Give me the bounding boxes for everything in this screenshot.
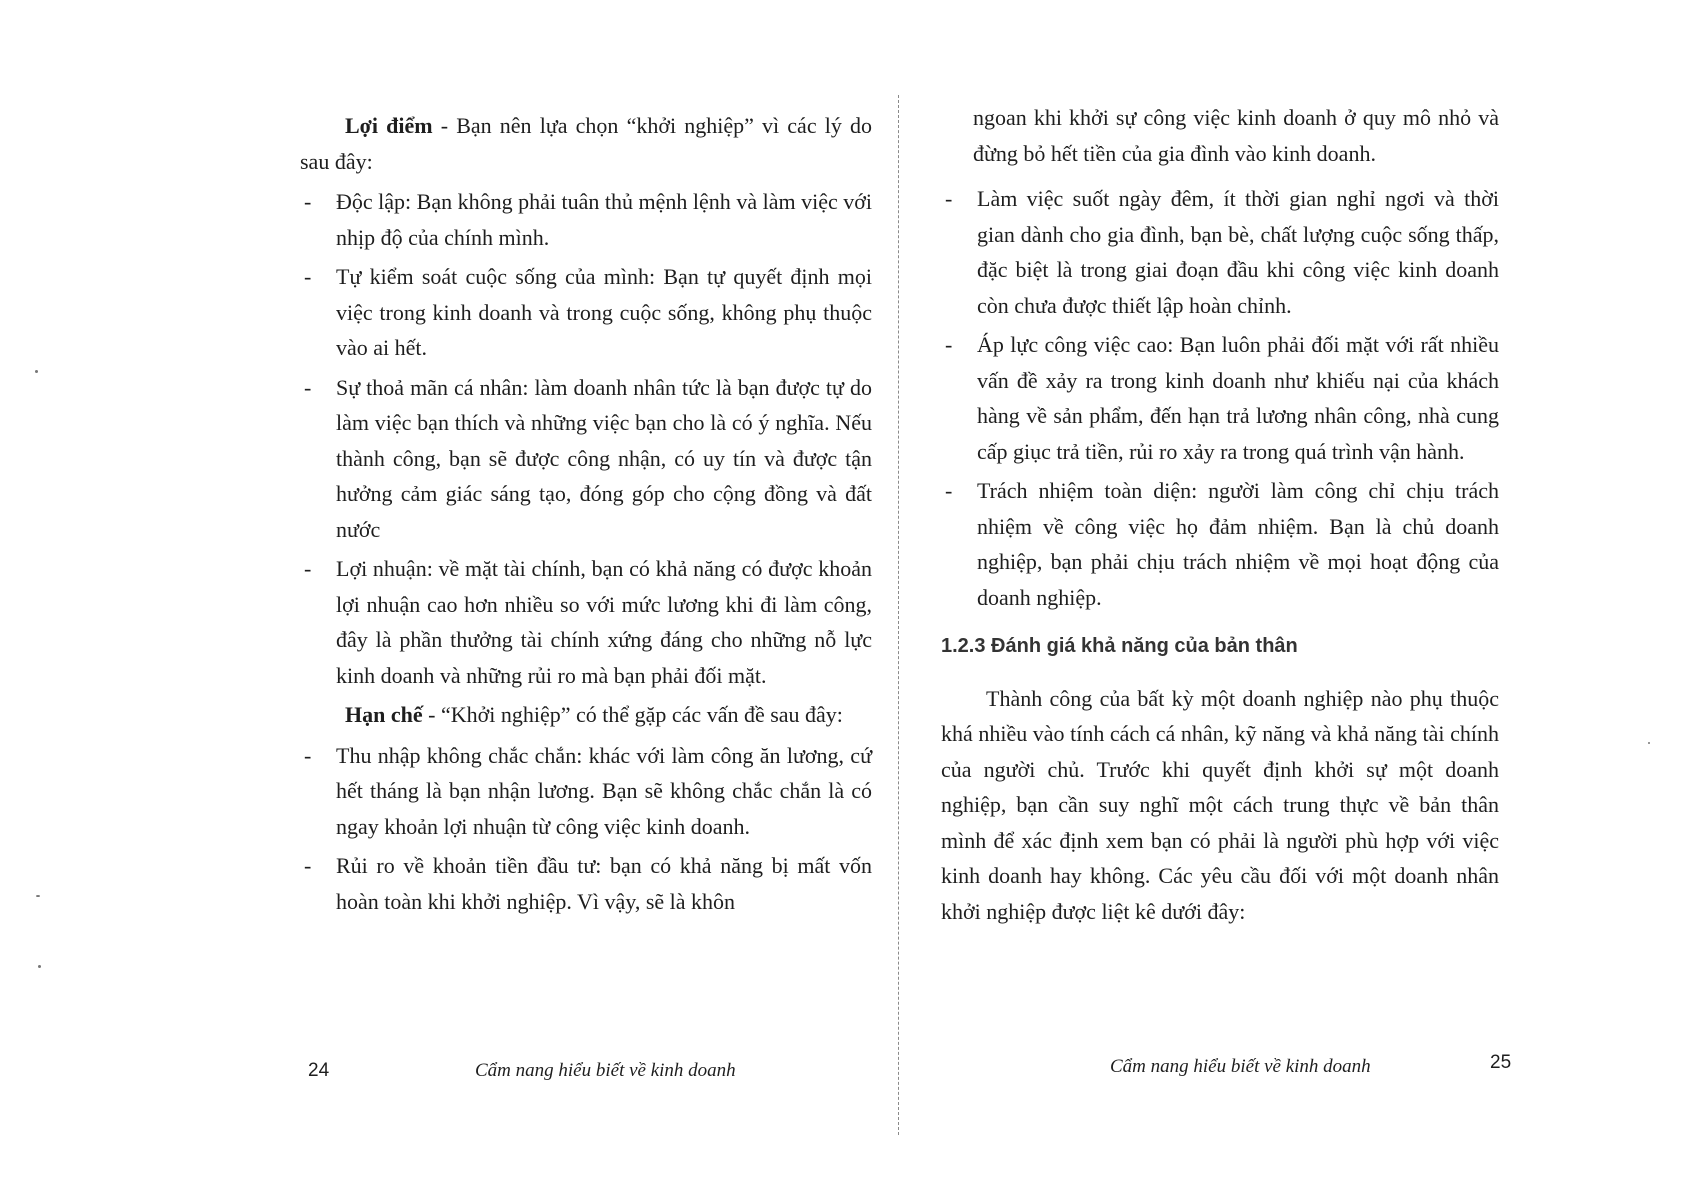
footer-title-right: Cẩm nang hiểu biết về kinh doanh xyxy=(1110,1056,1371,1077)
scan-speck xyxy=(38,965,41,968)
bullet-dash: - xyxy=(304,374,312,400)
right-page-text xyxy=(941,100,1499,934)
footer-title-left: Cẩm nang hiểu biết về kinh doanh xyxy=(475,1060,736,1081)
left-page-text xyxy=(300,108,872,923)
scan-speck xyxy=(1648,742,1650,744)
list-item-text: Thu nhập không chắc chắn: khác với làm công ăn lương, cứ hết tháng là bạn nhận lương. Bạn sẽ không chắc chắn là có ngay khoản lợi nhuận từ công việc kinh doanh. xyxy=(336,742,872,839)
list-item-text: Lợi nhuận: về mặt tài chính, bạn có khả năng có được khoản lợi nhuận cao hơn nhiều so với mức lương khi đi làm công, đây là phần thưởng tài chính xứng đáng cho những nỗ lực kinh doanh và những rủi ro mà bạn phải đối mặt. xyxy=(336,556,872,688)
bullet-dash: - xyxy=(945,332,953,357)
list-item-text: Rủi ro về khoản tiền đầu tư: bạn có khả năng bị mất vốn hoàn toàn khi khởi nghiệp. Vì vậy, sẽ là khôn xyxy=(336,853,872,914)
right-page xyxy=(905,0,1685,1192)
disadvantages-label: Hạn chế xyxy=(345,702,423,727)
list-item-text: Áp lực công việc cao: Bạn luôn phải đối mặt với rất nhiều vấn đề xảy ra trong kinh doanh như khiếu nại của khách hàng về sản phẩm, đến hạn trả lương nhân công, nhà cung cấp giục trả tiền, rủi ro xảy ra trong quá trình vận hành. xyxy=(977,332,1499,464)
page-number-left: 24 xyxy=(308,1060,330,1081)
continued-text: ngoan khi khởi sự công việc kinh doanh ở quy mô nhỏ và đừng bỏ hết tiền của gia đình vào kinh doanh. xyxy=(973,105,1499,166)
advantages-intro-text: - Bạn nên lựa chọn “khởi nghiệp” vì các lý do sau đây: xyxy=(300,113,873,174)
list-item xyxy=(300,370,872,548)
bullet-dash: - xyxy=(304,556,312,581)
scan-speck xyxy=(36,895,40,897)
section-heading: 1.2.3 Đánh giá khả năng của bản thân xyxy=(941,635,1298,657)
bullet-dash: - xyxy=(304,264,312,289)
bullet-dash: - xyxy=(945,478,953,503)
disadvantages-intro-text: - “Khởi nghiệp” có thể gặp các vấn đề sau đây: xyxy=(422,702,843,727)
list-item xyxy=(300,184,872,255)
bullet-dash: - xyxy=(304,742,312,768)
bullet-dash: - xyxy=(304,853,312,878)
list-item-text: Tự kiểm soát cuộc sống của mình: Bạn tự quyết định mọi việc trong kinh doanh và trong cuộc sống, không phụ thuộc vào ai hết. xyxy=(336,264,872,360)
page-fold-divider xyxy=(898,95,899,1135)
advantages-label: Lợi điểm xyxy=(345,113,433,138)
body-paragraph: Thành công của bất kỳ một doanh nghiệp nào phụ thuộc khá nhiều vào tính cách cá nhân, kỹ năng và khả năng tài chính của người chủ. Trước khi quyết định khởi sự một doanh nghiệp, bạn cần suy nghĩ một cách trung thực về bản thân mình để xác định xem bạn có phải là người phù hợp với việc kinh doanh hay không. Các yêu cầu đối với một doanh nhân khởi nghiệp được liệt kê dưới đây: xyxy=(941,685,1499,924)
list-item xyxy=(300,259,872,366)
list-item-text: Độc lập: Bạn không phải tuân thủ mệnh lệnh và làm việc với nhịp độ của chính mình. xyxy=(336,189,872,250)
list-item xyxy=(300,551,872,693)
bullet-dash: - xyxy=(304,189,312,214)
advantages-intro xyxy=(300,108,872,179)
bullet-dash: - xyxy=(945,186,953,211)
list-item xyxy=(300,738,872,845)
list-item-text: Làm việc suốt ngày đêm, ít thời gian nghỉ ngơi và thời gian dành cho gia đình, bạn bè, chất lượng cuộc sống thấp, đặc biệt là trong giai đoạn đầu khi công việc kinh doanh còn chưa được thiết lập hoàn chỉnh. xyxy=(977,186,1499,318)
list-item-text: Trách nhiệm toàn diện: người làm công chỉ chịu trách nhiệm về công việc họ đảm nhiệm. Bạn là chủ doanh nghiệp, bạn phải chịu trách nhiệm về mọi hoạt động của doanh nghiệp. xyxy=(977,478,1499,610)
list-item xyxy=(941,181,1499,323)
list-item xyxy=(300,848,872,919)
list-item-text: Sự thoả mãn cá nhân: làm doanh nhân tức là bạn được tự do làm việc bạn thích và những việc bạn cho là có ý nghĩa. Nếu thành công, bạn sẽ được công nhận, có uy tín và được tận hưởng cảm giác sáng tạo, đóng góp cho cộng đồng và đất nước xyxy=(336,374,872,542)
list-item xyxy=(941,473,1499,615)
list-item xyxy=(941,327,1499,469)
page-number-right: 25 xyxy=(1490,1052,1512,1073)
scan-speck xyxy=(35,370,38,373)
disadvantages-intro xyxy=(300,697,872,733)
